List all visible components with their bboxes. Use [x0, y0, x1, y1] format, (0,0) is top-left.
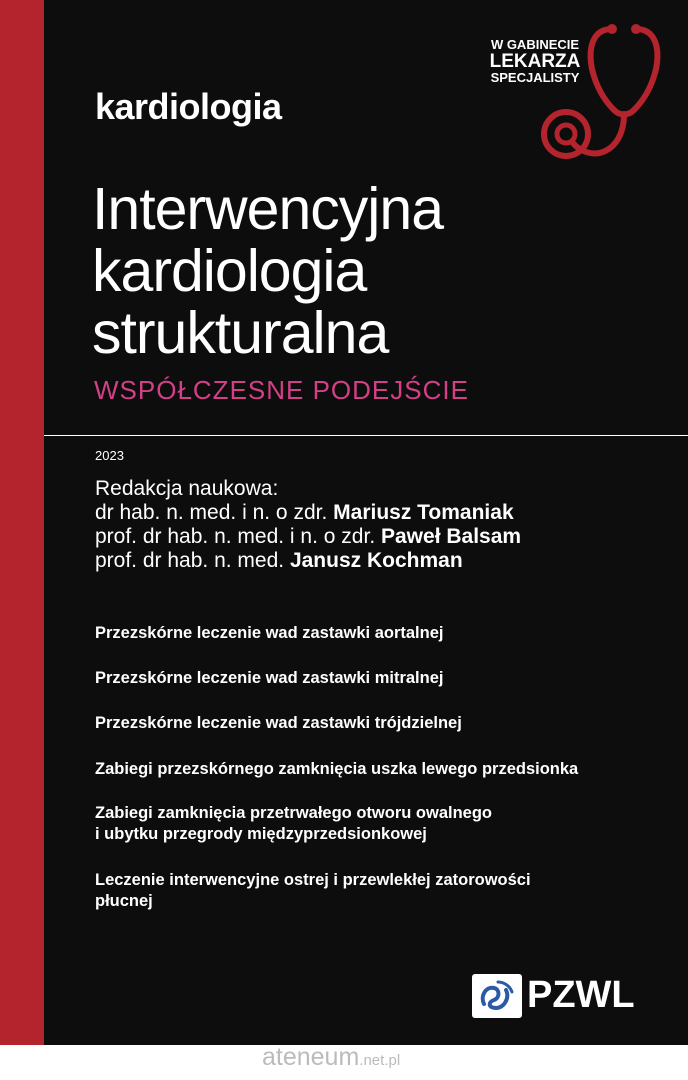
topic-item: Przezskórne leczenie wad zastawki aortalnej [95, 624, 444, 642]
title-line: kardiologia [92, 238, 367, 304]
watermark-suffix: .net.pl [359, 1052, 401, 1069]
publisher-logo [472, 972, 635, 1018]
topic-item-continued: płucnej [95, 892, 153, 910]
watermark-main: ateneum [262, 1043, 360, 1071]
editor-name: Mariusz Tomaniak [333, 501, 514, 524]
badge-label [480, 38, 590, 85]
title-line: strukturalna [92, 300, 389, 366]
badge-line-3: SPECJALISTY [490, 70, 580, 85]
topic-item: Leczenie interwencyjne ostrej i przewlekłej zatorowości [95, 871, 531, 889]
editor-name: Paweł Balsam [381, 525, 522, 548]
editors-block [95, 477, 521, 573]
book-title [92, 178, 443, 364]
editor-line [95, 501, 521, 525]
editor-line [95, 525, 521, 549]
editor-line [95, 549, 521, 573]
topic-item: Przezskórne leczenie wad zastawki mitralnej [95, 669, 444, 687]
red-spine-stripe [0, 0, 44, 1045]
publisher-mark-icon [472, 974, 522, 1018]
series-badge [480, 24, 680, 174]
badge-line-1: W GABINECIE [490, 37, 580, 52]
title-line: Interwencyjna [92, 176, 444, 242]
book-subtitle: WSPÓŁCZESNE PODEJŚCIE [94, 375, 469, 405]
publication-year: 2023 [95, 448, 124, 463]
editor-name: Janusz Kochman [289, 549, 463, 572]
editor-degree: prof. dr hab. n. med. [95, 549, 285, 572]
topic-item-continued: i ubytku przegrody międzyprzedsionkowej [95, 825, 427, 843]
series-name: kardiologia [95, 86, 282, 127]
editor-degree: dr hab. n. med. i n. o zdr. [95, 501, 328, 524]
editor-degree: prof. dr hab. n. med. i n. o zdr. [95, 525, 376, 548]
badge-line-2: LEKARZA [489, 51, 581, 72]
publisher-name: PZWL [527, 974, 635, 1016]
watermark [262, 1043, 400, 1072]
topic-item: Zabiegi zamknięcia przetrwałego otworu owalnego [95, 804, 492, 822]
divider-line [44, 435, 688, 436]
topic-item: Zabiegi przezskórnego zamknięcia uszka lewego przedsionka [95, 760, 579, 778]
editors-label: Redakcja naukowa: [95, 477, 279, 500]
topic-item: Przezskórne leczenie wad zastawki trójdzielnej [95, 714, 462, 732]
